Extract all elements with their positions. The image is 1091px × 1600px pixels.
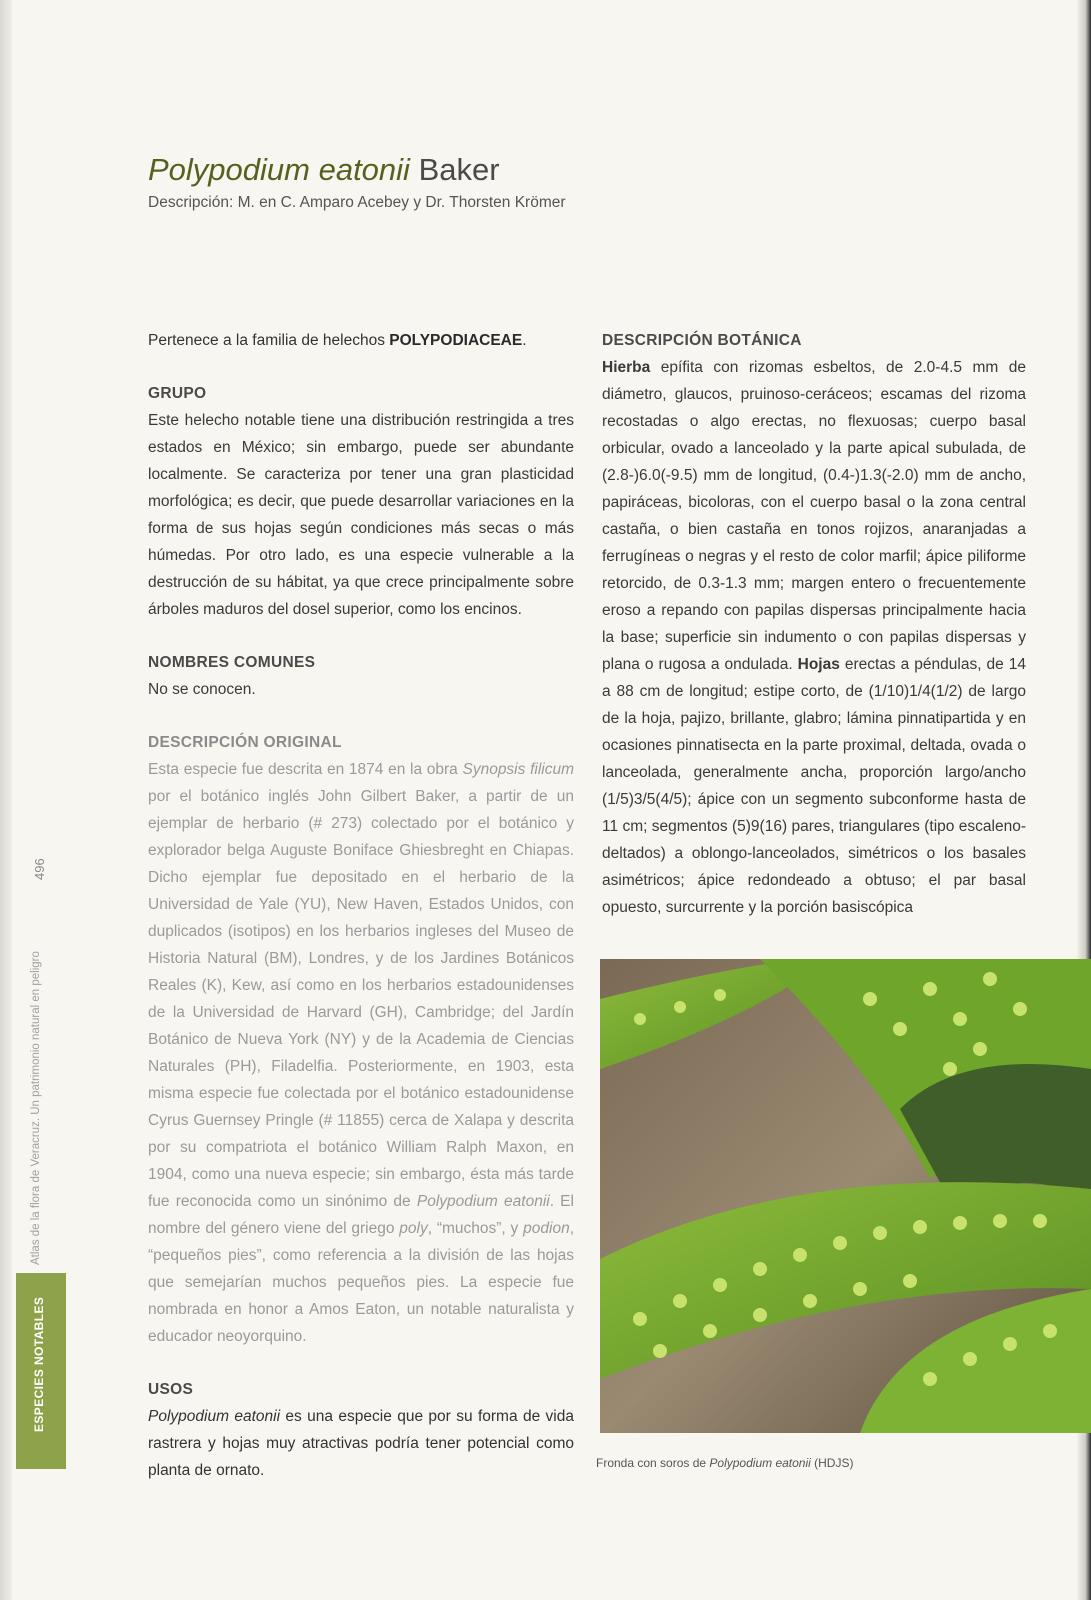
botanica-text [602,354,1026,921]
family-prefix: Pertenece a la familia de helechos [148,332,390,349]
usos-heading: USOS [148,1381,194,1398]
grupo-section [148,380,574,623]
grupo-heading: GRUPO [148,385,207,402]
botanica-text-1: epífita con rizomas esbeltos, de 2.0-4.5 mm de diámetro, glaucos, pruinoso-ceráceos; escamas del rizoma recostadas o algo erectas, no flexuosas; cuerpo basal orbicular, ovado a lanceolado y la parte apical subulada, de (2.8-)6.0(-9.5) mm de longitud, (0.4-)1.3(-2.0) mm de ancho, papiráceas, bicoloras, con el cuerpo basal o la zona central castaña, o bien castaña en tonos rojizos, anaranjadas a ferrugíneas o negras y el resto de color marfil; ápice piliforme retorcido, de 0.3-1.3 mm; margen entero o frecuentemente eroso a repando con papilas dispersas principalmente hacia la base; superficie sin indumento o con papilas dispersas y plana o rugosa a ondulada. [602,359,1026,673]
original-text-5: , “pequeños pies”, como referencia a la división de las hojas que semejarían muchos pequeños pies. La especie fue nombrada en honor a Amos Eaton, un notable naturalista y educador neoyorquino. [148,1220,574,1345]
nombres-heading: NOMBRES COMUNES [148,654,316,671]
right-column [602,327,1026,921]
original-italic-4: podion [523,1220,570,1237]
original-text [148,756,574,1350]
botanica-bold-1: Hierba [602,359,651,376]
species-name: Polypodium eatonii [148,152,410,187]
caption-prefix: Fronda con soros de [596,1456,710,1470]
fern-photo [600,959,1091,1433]
original-text-4: , “muchos”, y [427,1220,524,1237]
book-title-vertical: Atlas de la flora de Veracruz. Un patrimonio natural en peligro [30,951,42,1265]
grupo-text: Este helecho notable tiene una distribución restringida a tres estados en México; sin embargo, puede ser abundante localmente. Se caracteriza por tener una gran plasticidad morfológica; es decir, que puede desarrollar variaciones en la forma de sus hojas según condiciones más secas o más húmedas. Por otro lado, es una especie vulnerable a la destrucción de su hábitat, ya que crece principalmente sobre árboles maduros del dosel superior, como los encinos. [148,412,574,618]
original-italic-1: Synopsis filicum [462,761,574,778]
usos-text [148,1403,574,1484]
usos-section [148,1376,574,1484]
species-author: Baker [409,152,500,187]
caption-italic: Polypodium eatonii [709,1456,811,1470]
photo-caption [596,1456,853,1470]
original-heading: DESCRIPCIÓN ORIGINAL [148,734,342,751]
usos-italic: Polypodium eatonii [148,1408,281,1425]
original-text-3: . El nombre del género viene del griego [148,1193,574,1237]
species-title [148,152,500,188]
family-suffix: . [522,332,527,349]
fern-frond-illustration [600,959,1091,1433]
botanica-text-2: erectas a péndulas, de 14 a 88 cm de longitud; estipe corto, de (1/10)1/4(1/2) de largo de la hoja, pajizo, brillante, glabro; lámina pinnatipartida y en ocasiones pinnatisecta en la parte proximal, deltada, ovada o lanceolada, generalmente ancha, proporción largo/ancho (1/5)3/5(4/5); ápice con un segmento subconforme hasta de 11 cm; segmentos (5)9(16) pares, triangulares (tipo escaleno-deltados) a oblongo-lanceolados, simétricos o los basales asimétricos; ápice redondeado a obtuso; el par basal opuesto, surcurrente y la porción basiscópica [602,656,1026,916]
left-column [148,327,574,1510]
page-number: 496 [32,858,47,880]
family-line [148,327,574,354]
original-text-1: Esta especie fue descrita en 1874 en la obra [148,761,463,778]
original-italic-3: poly [399,1220,428,1237]
nombres-section [148,649,574,703]
original-text-2: por el botánico inglés John Gilbert Baker, a partir de un ejemplar de herbario (# 273) colectado por el botánico y explorador belga Auguste Boniface Ghiesbreght en Chiapas. Dicho ejemplar fue depositado en el herbario de la Universidad de Yale (YU), New Haven, Estados Unidos, con duplicados (isotipos) en los herbarios ingleses del Museo de Historia Natural (BM), Londres, y de los Jardines Botánicos Reales (K), Kew, así como en los herbarios estadounidenses de la Universidad de Harvard (GH), Cambridge; del Jardín Botánico de Nueva York (NY) y de la Academia de Ciencias Naturales (PH), Filadelfia. Posteriormente, en 1903, esta misma especie fue colectada por el botánico estadounidense Cyrus Guernsey Pringle (# 11855) cerca de Xalapa y descrita por su compatriota el botánico William Ralph Maxon, en 1904, como una nueva especie; sin embargo, ésta más tarde fue reconocida como un sinónimo de [148,788,574,1210]
page-left-edge [0,0,12,1600]
original-italic-2: Polypodium eatonii [416,1193,550,1210]
nombres-text: No se conocen. [148,681,256,698]
description-byline: Descripción: M. en C. Amparo Acebey y Dr. Thorsten Krömer [148,194,566,211]
family-name: POLYPODIACEAE [389,332,523,349]
botanica-heading: DESCRIPCIÓN BOTÁNICA [602,332,802,349]
caption-suffix: (HDJS) [810,1456,854,1470]
botanica-bold-2: Hojas [797,656,840,673]
original-section [148,729,574,1350]
usos-body: es una especie que por su forma de vida rastrera y hojas muy atractivas podría tener potencial como planta de ornato. [148,1408,574,1479]
section-tab-label: ESPECIES NOTABLES [32,1296,46,1432]
